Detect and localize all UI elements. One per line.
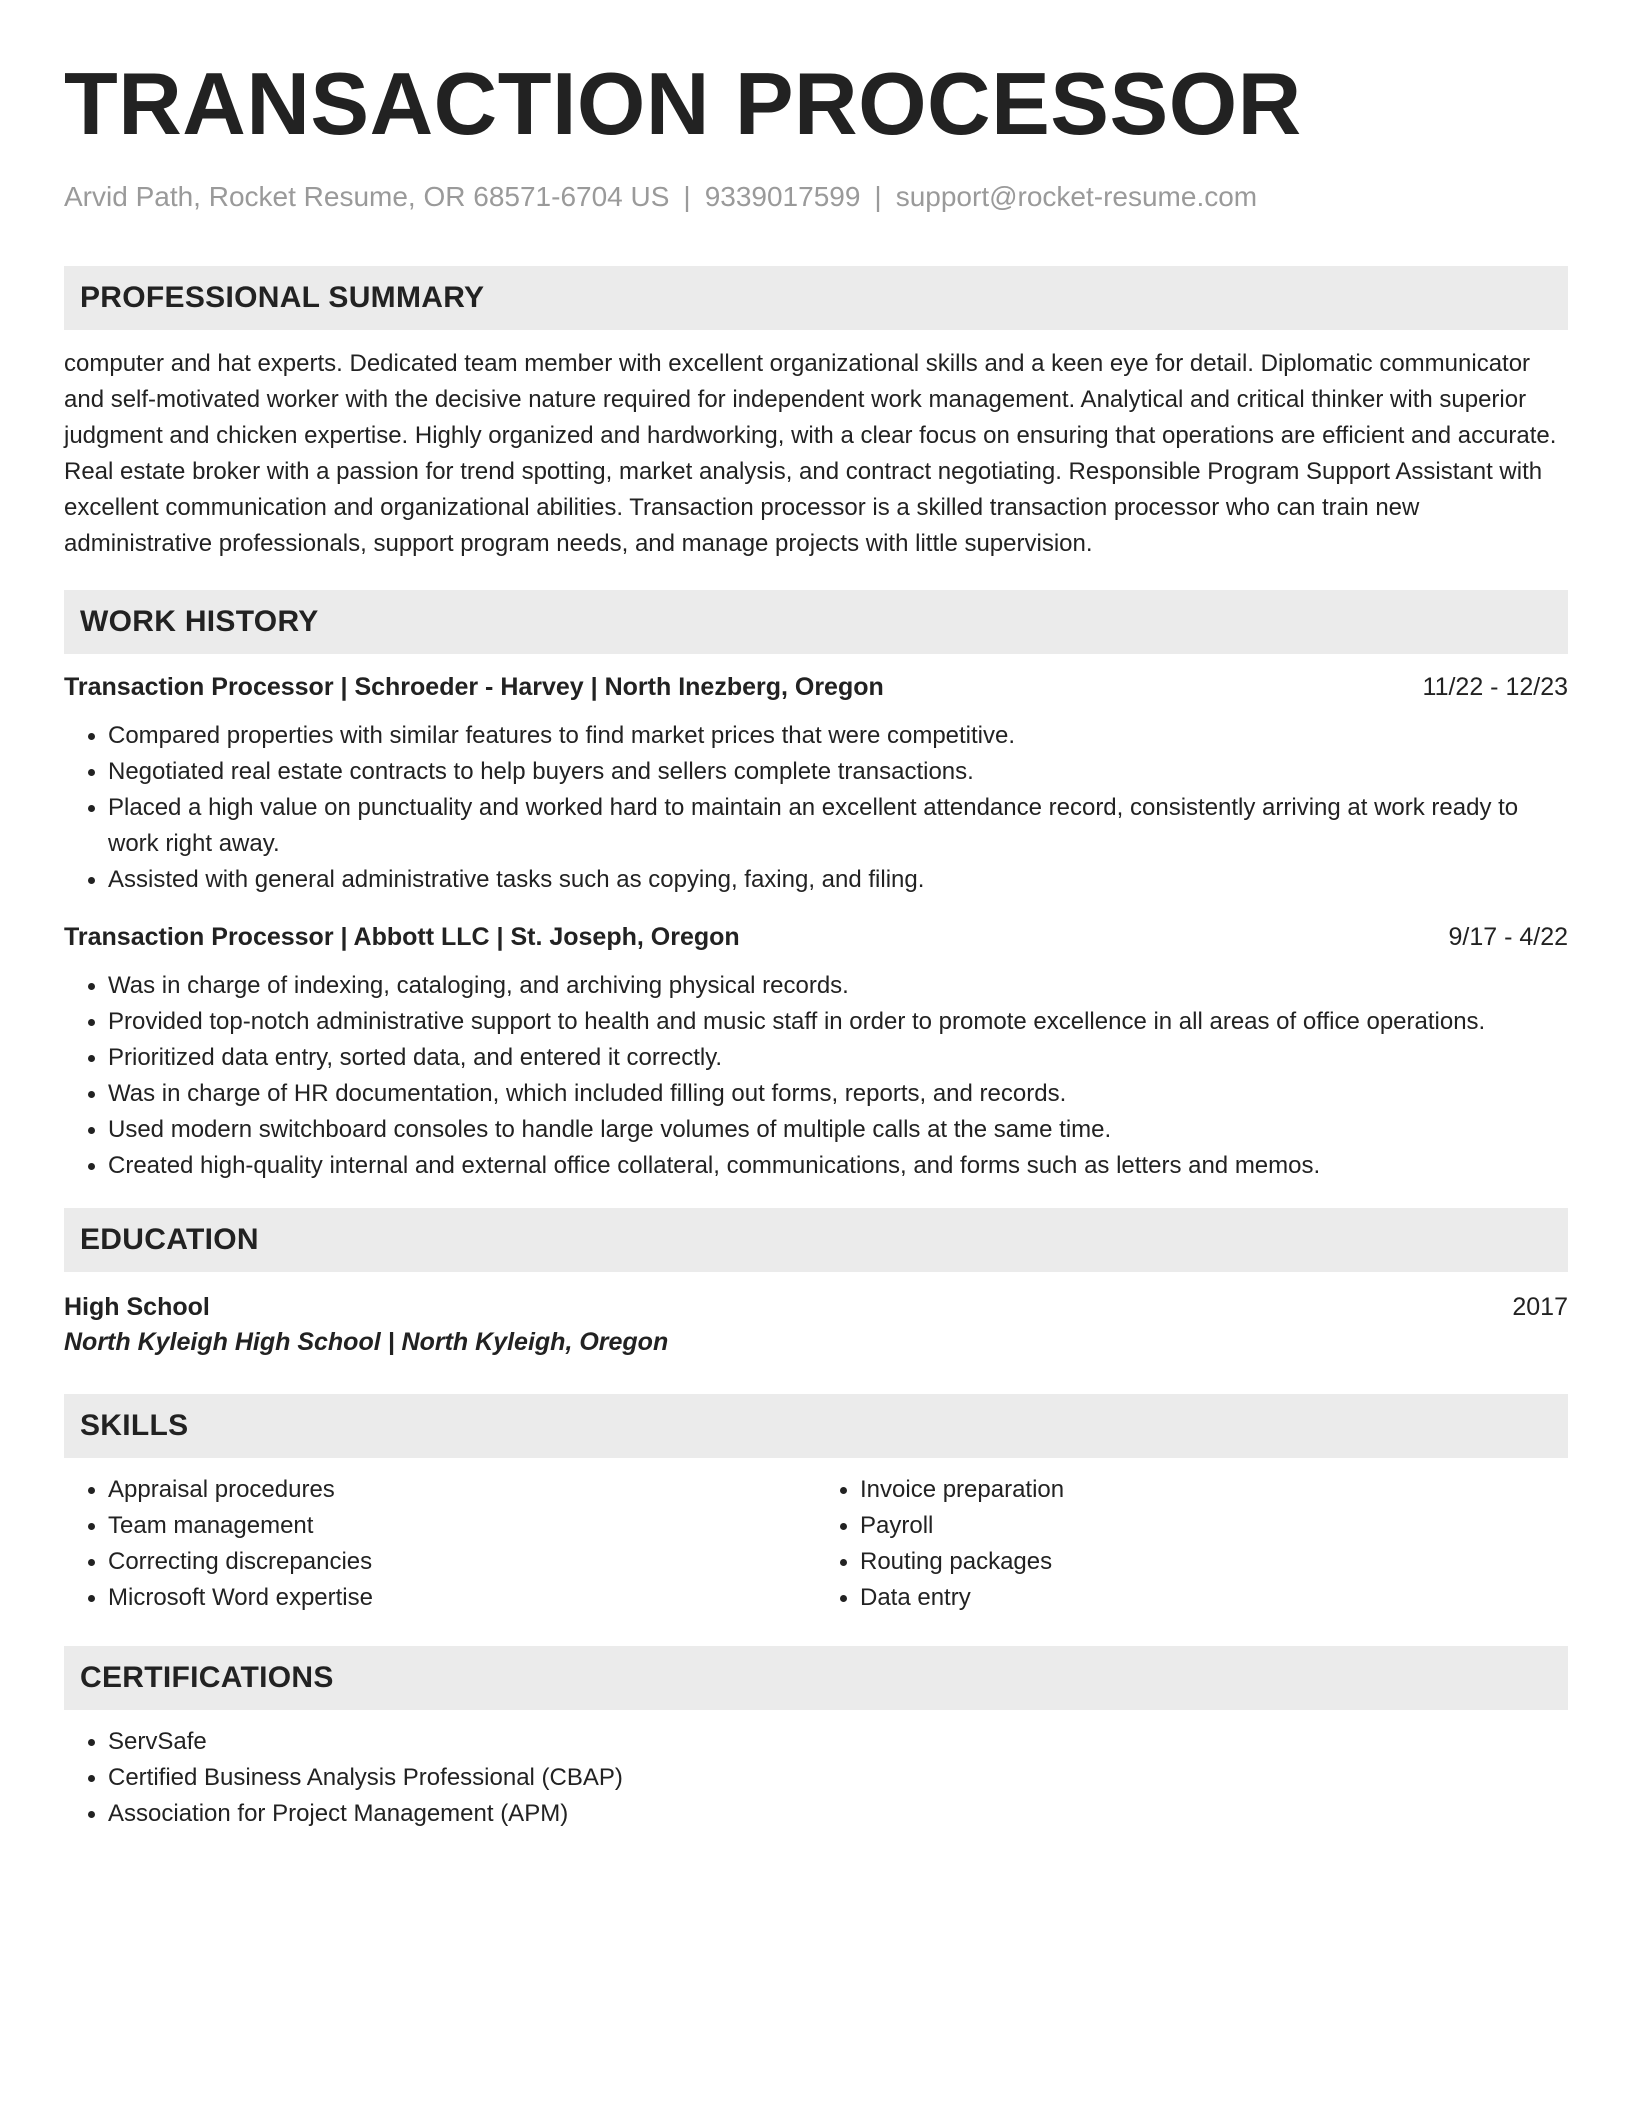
candidate-name: TRANSACTION PROCESSOR <box>64 54 1302 153</box>
education-heading: EDUCATION <box>80 1223 259 1256</box>
skill-item: • Data entry <box>860 1580 1568 1616</box>
email-link[interactable]: support@rocket-resume.com <box>895 181 1258 212</box>
job-bullet: • Negotiated real estate contracts to help buyers and sellers complete transactions. <box>108 754 1568 790</box>
phone: 9339017599 <box>704 181 861 212</box>
skill-item: • Team management <box>108 1508 816 1544</box>
skills-grid <box>64 1458 1568 1616</box>
job-bullet: • Compared properties with similar features to find market prices that were competitive. <box>108 718 1568 754</box>
skills-column-right <box>816 1472 1568 1616</box>
skill-item: • Microsoft Word expertise <box>108 1580 816 1616</box>
job-bullet: • Prioritized data entry, sorted data, and entered it correctly. <box>108 1040 1568 1076</box>
job-bullet: • Assisted with general administrative tasks such as copying, faxing, and filing. <box>108 862 1568 898</box>
skill-item: • Routing packages <box>860 1544 1568 1580</box>
summary-heading: PROFESSIONAL SUMMARY <box>80 281 485 314</box>
job-bullet: • Used modern switchboard consoles to handle large volumes of multiple calls at the same time. <box>108 1112 1568 1148</box>
work-section-header <box>64 590 1568 654</box>
education-section-header <box>64 1208 1568 1272</box>
certifications-heading: CERTIFICATIONS <box>80 1661 334 1694</box>
certification-item: • ServSafe <box>108 1724 1568 1760</box>
skills-column-left <box>64 1472 816 1616</box>
job-bullet: • Created high-quality internal and external office collateral, communications, and forms such as letters and memos. <box>108 1148 1568 1184</box>
skill-item: • Appraisal procedures <box>108 1472 816 1508</box>
job-bullets <box>64 718 1568 898</box>
skill-item: • Invoice preparation <box>860 1472 1568 1508</box>
certifications-section-header <box>64 1646 1568 1710</box>
job-entry <box>64 670 1568 898</box>
education-entry <box>64 1290 1568 1360</box>
contact-separator: | <box>874 181 882 212</box>
job-bullet: • Placed a high value on punctuality and worked hard to maintain an excellent attendance record, consistently arriving at work ready to work right away. <box>108 790 1568 862</box>
job-entry <box>64 920 1568 1184</box>
job-bullet: • Provided top-notch administrative support to health and music staff in order to promote excellence in all areas of office operations. <box>108 1004 1568 1040</box>
certifications-list <box>64 1724 1568 1832</box>
job-header <box>64 920 1568 954</box>
job-bullets <box>64 968 1568 1184</box>
job-header <box>64 670 1568 704</box>
school-name: North Kyleigh High School | North Kyleigh, Oregon <box>64 1328 669 1356</box>
skill-item: • Payroll <box>860 1508 1568 1544</box>
job-title: Transaction Processor | Abbott LLC | St. Joseph, Oregon <box>64 923 740 951</box>
graduation-year: 2017 <box>1512 1293 1568 1321</box>
work-heading: WORK HISTORY <box>80 605 319 638</box>
job-bullet: • Was in charge of indexing, cataloging, and archiving physical records. <box>108 968 1568 1004</box>
certification-item: • Association for Project Management (APM) <box>108 1796 1568 1832</box>
address: Arvid Path, Rocket Resume, OR 68571-6704 US <box>64 181 670 212</box>
skills-section-header <box>64 1394 1568 1458</box>
job-dates: 9/17 - 4/22 <box>1448 923 1568 951</box>
summary-section-header <box>64 266 1568 330</box>
job-bullet: • Was in charge of HR documentation, which included filling out forms, reports, and records. <box>108 1076 1568 1112</box>
contact-separator: | <box>683 181 691 212</box>
skill-item: • Correcting discrepancies <box>108 1544 816 1580</box>
certification-item: • Certified Business Analysis Professional (CBAP) <box>108 1760 1568 1796</box>
summary-text: computer and hat experts. Dedicated team member with excellent organizational skills and a keen eye for detail. Diplomatic communicator and self-motivated worker with the decisive nature required for independent work management. Analytical and critical thinker with superior judgment and chicken expertise. Highly organized and hardworking, with a clear focus on ensuring that operations are efficient and accurate. Real estate broker with a passion for trend spotting, market analysis, and contract negotiating. Responsible Program Support Assistant with excellent communication and organizational abilities. Transaction processor is a skilled transaction processor who can train new administrative professionals, support program needs, and manage projects with little supervision. <box>64 350 1557 557</box>
job-title: Transaction Processor | Schroeder - Harvey | North Inezberg, Oregon <box>64 673 884 701</box>
skills-heading: SKILLS <box>80 1409 189 1442</box>
job-dates: 11/22 - 12/23 <box>1422 673 1568 701</box>
degree: High School <box>64 1293 210 1321</box>
contact-line <box>64 180 1568 214</box>
education-header <box>64 1290 1568 1324</box>
